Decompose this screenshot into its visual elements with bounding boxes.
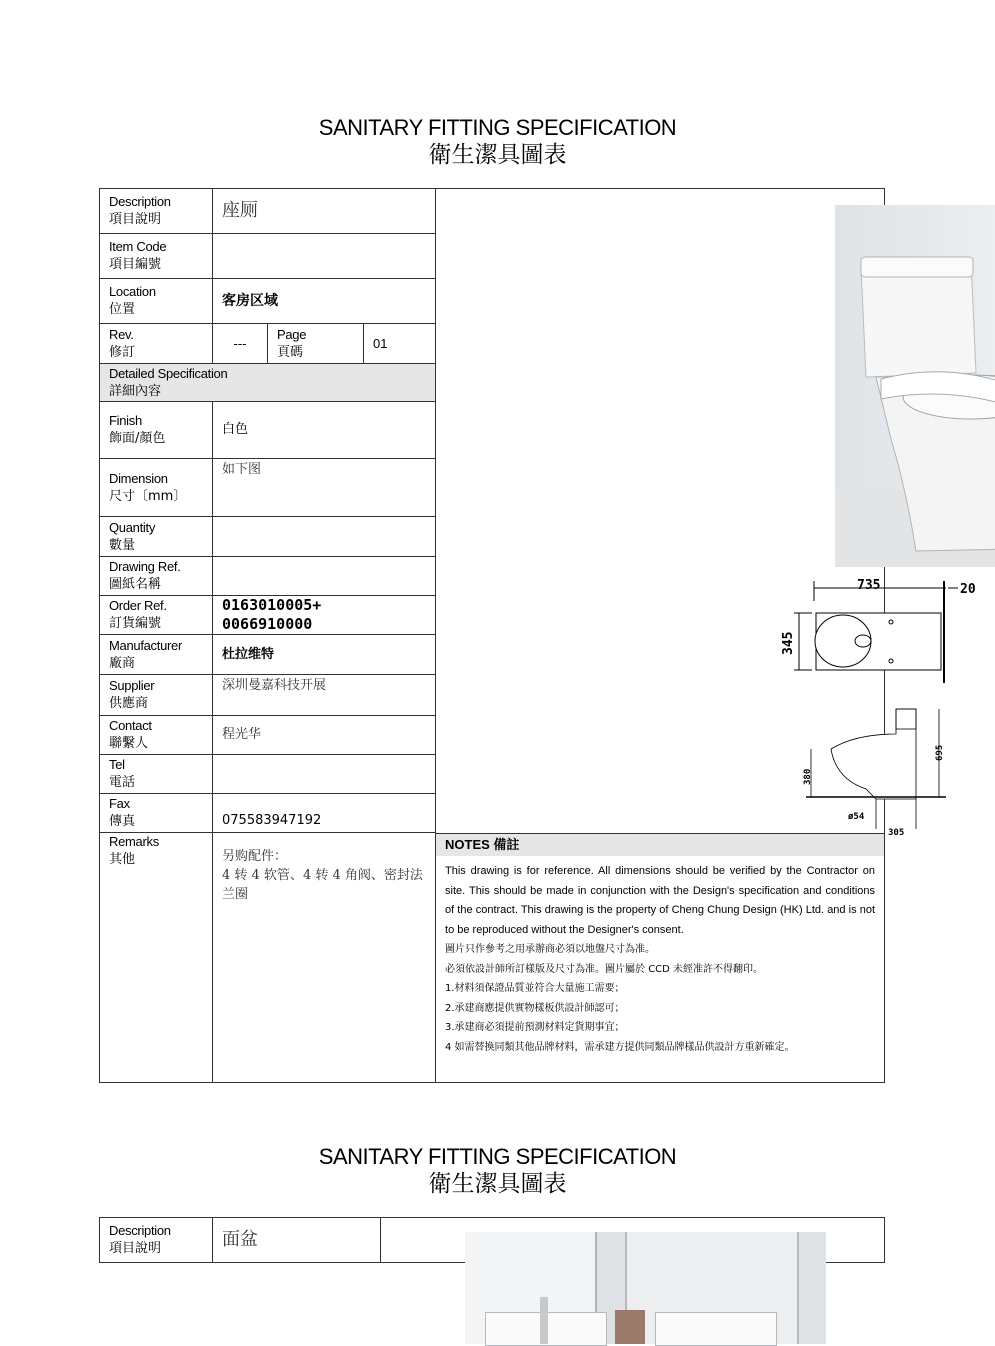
dim-735: 735 bbox=[857, 578, 881, 593]
order-ref-label: Order Ref. 訂貨編號 bbox=[100, 596, 213, 635]
location-label: Location 位置 bbox=[100, 279, 213, 324]
quantity-value bbox=[213, 517, 436, 557]
tel-label: Tel 電話 bbox=[100, 755, 213, 794]
rev-label: Rev. 修訂 bbox=[100, 324, 213, 364]
notes-l5: 3.承建商必須提前預測材料定貨期事宜； bbox=[445, 1022, 625, 1033]
top-view bbox=[794, 581, 958, 683]
tel-value bbox=[213, 755, 436, 794]
spec-table bbox=[99, 188, 976, 1083]
small-view bbox=[806, 709, 946, 829]
dim-20: 20 bbox=[960, 582, 976, 597]
notes-body bbox=[436, 856, 884, 1057]
order-ref-value: 0163010005+ 0066910000 bbox=[213, 596, 436, 635]
item-code-value bbox=[213, 234, 436, 279]
toilet-photo bbox=[835, 205, 995, 567]
quantity-label: Quantity 數量 bbox=[100, 517, 213, 557]
page-value: 01 bbox=[364, 324, 436, 364]
manufacturer-value: 杜拉维特 bbox=[213, 635, 436, 675]
page-label: Page 頁碼 bbox=[268, 324, 364, 364]
remarks-value: 另购配件： 4 转 4 软管、4 转 4 角阀、密封法兰圈 bbox=[213, 833, 436, 1083]
image-panel bbox=[436, 189, 976, 1083]
manufacturer-label: Manufacturer 廠商 bbox=[100, 635, 213, 675]
page2-title-en: SANITARY FITTING SPECIFICATION bbox=[318, 1144, 677, 1169]
supplier-label: Supplier 供應商 bbox=[100, 675, 213, 716]
dim-small-380: 380 bbox=[803, 768, 814, 785]
dimension-label: Dimension 尺寸〔mm〕 bbox=[100, 459, 213, 517]
page2-description-value: 面盆 bbox=[213, 1218, 381, 1263]
title-zh: 衛生潔具圖表 bbox=[428, 142, 567, 168]
location-value: 客房区域 bbox=[213, 279, 436, 324]
notes-l3: 1.材料須保證品質並符合大量施工需要； bbox=[445, 983, 625, 994]
drawing-ref-label: Drawing Ref. 圖紙名稱 bbox=[100, 557, 213, 596]
notes-p1: This drawing is for reference. All dimensions should be verified by the Contractor on site. This should be made in conjunction with the Design's specification and conditions of the contract. This drawing is the property of Cheng Chung Design (HK) Ltd. and is not to be reproduced without the Designer's consent. bbox=[445, 865, 876, 936]
dim-small-54: ø54 bbox=[848, 812, 865, 822]
page2-title-zh: 衛生潔具圖表 bbox=[428, 1171, 567, 1197]
description-label: Description 項目說明 bbox=[100, 189, 213, 234]
dimension-value: 如下图 bbox=[213, 459, 436, 517]
dim-small-695: 695 bbox=[935, 744, 946, 761]
detailed-spec-label: Detailed Specification 詳細內容 bbox=[100, 364, 436, 402]
finish-label: Finish 飾面/顏色 bbox=[100, 402, 213, 459]
dim-345: 345 bbox=[781, 631, 797, 655]
notes-l1: 圖片只作參考之用承辦商必須以地盤尺寸為准。 bbox=[445, 944, 656, 955]
finish-value: 白色 bbox=[213, 402, 436, 459]
page2-description-label: Description 項目說明 bbox=[100, 1218, 213, 1263]
remarks-label: Remarks 其他 bbox=[100, 833, 213, 1083]
description-value: 座厕 bbox=[213, 189, 436, 234]
notes-l4: 2.承建商應提供實物樣板供設計師認可； bbox=[445, 1002, 625, 1014]
title-en: SANITARY FITTING SPECIFICATION bbox=[318, 115, 677, 140]
contact-label: Contact 聯繫人 bbox=[100, 716, 213, 755]
drawing-ref-value bbox=[213, 557, 436, 596]
fax-label: Fax 傳真 bbox=[100, 794, 213, 833]
page2-title bbox=[0, 1144, 995, 1198]
notes-heading: NOTES 備註 bbox=[436, 833, 884, 856]
basin-photo bbox=[465, 1232, 826, 1344]
notes-l6: 4 如需替換同類其他品牌材料，需承建方提供同類品牌樣品供設計方重新確定。 bbox=[445, 1041, 795, 1053]
product-drawing bbox=[436, 189, 976, 838]
rev-value: --- bbox=[213, 324, 268, 364]
supplier-value: 深圳曼嘉科技开展 bbox=[213, 675, 436, 716]
notes-l2: 必須依設計師所訂樣版及尺寸為准。圖片屬於 CCD 未經准許不得翻印。 bbox=[445, 963, 764, 975]
contact-value: 程光华 bbox=[213, 716, 436, 755]
dim-small-305: 305 bbox=[888, 828, 905, 838]
page-title bbox=[0, 115, 995, 169]
fax-value: 075583947192 bbox=[213, 794, 436, 833]
item-code-label: Item Code 項目編號 bbox=[100, 234, 213, 279]
